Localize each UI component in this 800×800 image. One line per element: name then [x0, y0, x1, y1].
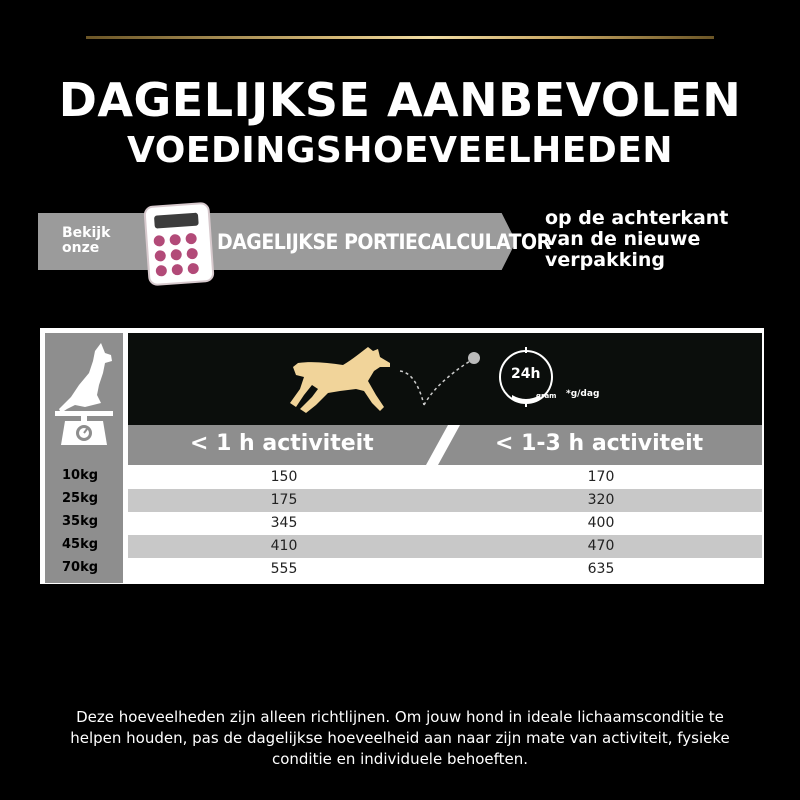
- gold-divider: [86, 36, 714, 39]
- badge-unit: gram: [536, 392, 557, 400]
- banner-note: [545, 208, 785, 271]
- disclaimer-line3: conditie en individuele behoeften.: [271, 750, 529, 768]
- cell-low: 345: [270, 515, 298, 531]
- banner-title: [217, 227, 551, 257]
- calculator-key: [186, 248, 198, 260]
- calculator-key: [154, 250, 166, 262]
- cell-high: 320: [587, 492, 615, 508]
- weight-label: 10kg: [62, 468, 99, 483]
- cell-low: 555: [270, 561, 298, 577]
- table-row: [128, 489, 762, 512]
- table-row: [128, 558, 762, 581]
- weight-label: 25kg: [62, 491, 99, 506]
- badge-time: 24h: [511, 366, 541, 382]
- cell-high: 470: [587, 538, 615, 554]
- column-header-low: < 1 h activiteit: [190, 431, 374, 456]
- table-row: [128, 535, 762, 558]
- cell-high: 170: [587, 469, 615, 485]
- calculator-key: [169, 234, 181, 246]
- table-row: [128, 466, 762, 489]
- calculator-screen: [154, 213, 199, 229]
- calculator-key: [171, 264, 183, 276]
- calculator-key: [187, 263, 199, 275]
- header-divider: [426, 425, 460, 465]
- weight-label: 35kg: [62, 514, 99, 529]
- weight-label: 70kg: [62, 560, 99, 575]
- weight-label: 45kg: [62, 537, 99, 552]
- dog-running-icon: [128, 333, 762, 425]
- cell-low: 150: [270, 469, 298, 485]
- table-row: [128, 512, 762, 535]
- banner-intro-line1: Bekijk: [62, 225, 111, 241]
- banner-intro-line2: onze: [62, 240, 100, 256]
- calculator-key: [155, 265, 167, 277]
- header-illustration: [128, 333, 762, 425]
- banner-title-part2: PORTIECALCULATOR: [344, 230, 551, 254]
- cell-low: 410: [270, 538, 298, 554]
- banner-note-line1: op de achterkant: [545, 207, 729, 229]
- disclaimer: [30, 707, 770, 770]
- calculator-icon: [143, 202, 214, 286]
- unit-note: *g/dag: [566, 389, 600, 399]
- cell-high: 635: [587, 561, 615, 577]
- calculator-key: [153, 235, 165, 247]
- banner-note-line2: van de nieuwe: [545, 228, 701, 250]
- disclaimer-line2: helpen houden, pas de dagelijkse hoeveelheid aan naar zijn mate van activiteit, fysieke: [70, 729, 730, 747]
- calculator-key: [170, 249, 182, 261]
- calculator-key: [185, 233, 197, 245]
- page-title: DAGELIJKSE AANBEVOLEN: [58, 73, 742, 127]
- disclaimer-line1: Deze hoeveelheden zijn alleen richtlijnen. Om jouw hond in ideale lichaamsconditie te: [76, 708, 724, 726]
- page-subtitle: VOEDINGSHOEVEELHEDEN: [127, 130, 673, 171]
- banner-note-line3: verpakking: [545, 249, 665, 271]
- banner-intro: [62, 226, 128, 256]
- cell-low: 175: [270, 492, 298, 508]
- dog-on-scale-icon: [45, 333, 123, 463]
- banner-title-part1: DAGELIJKSE: [217, 230, 338, 254]
- cell-high: 400: [587, 515, 615, 531]
- column-header-high: < 1-3 h activiteit: [495, 431, 704, 456]
